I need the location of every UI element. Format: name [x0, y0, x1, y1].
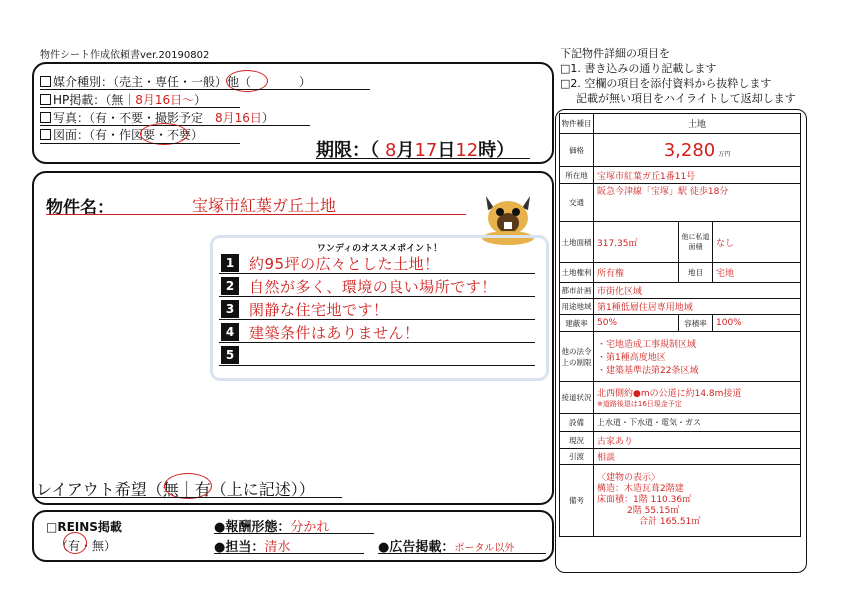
circle-mark-nashi — [164, 473, 212, 499]
point-text: 建築条件はありません！ — [249, 324, 420, 342]
point-row[interactable] — [219, 276, 535, 297]
spec-label: 現況 — [560, 432, 594, 449]
underline — [40, 107, 240, 108]
point-number: 5 — [221, 346, 239, 364]
spec-label: 土地面積 — [560, 222, 594, 263]
spec-value-private-road[interactable]: なし — [713, 222, 801, 263]
spec-label: 接道状況 — [560, 382, 594, 414]
spec-label: 容積率 — [679, 315, 713, 332]
point-number: 3 — [221, 300, 239, 318]
spec-value-category[interactable]: 宅地 — [713, 263, 801, 283]
spec-value-city-plan[interactable]: 市街化区域 — [594, 283, 801, 299]
floorplan-field[interactable]: 図面：（有・作図要・不要） — [40, 126, 203, 143]
spec-value-transport[interactable]: 阪急今津線「宝塚」駅 徒歩18分 — [594, 184, 801, 222]
spec-value-type[interactable]: 土地 — [594, 114, 801, 134]
circle-mark-sakuzu — [140, 123, 188, 145]
spec-value-facility[interactable]: 上水道・下水道・電気・ガス — [594, 414, 801, 432]
point-number: 2 — [221, 277, 239, 295]
spec-label: 備考 — [560, 465, 594, 537]
spec-value-road[interactable]: 北西側約●mの公道に約14.8m接道 ※道路後退は16日現金予定 — [594, 382, 801, 414]
instruction-item-3: 記載が無い項目をハイライトして返却します — [576, 92, 796, 105]
property-name-value[interactable]: 宝塚市紅葉ガ丘土地 — [192, 196, 337, 215]
spec-label: 地目 — [679, 263, 713, 283]
point-number: 1 — [221, 254, 239, 272]
spec-label: 設備 — [560, 414, 594, 432]
spec-value-address[interactable]: 宝塚市紅葉ガ丘1番11号 — [594, 167, 801, 184]
point-row[interactable] — [219, 299, 535, 320]
instruction-title: 下記物件詳細の項目を — [560, 47, 670, 60]
underline — [378, 553, 546, 554]
spec-label: 建蔽率 — [560, 315, 594, 332]
hp-listing-field[interactable]: HP掲載：（無｜8月16日〜） — [40, 91, 206, 108]
spec-label: 物件種目 — [560, 114, 594, 134]
underline — [214, 533, 374, 534]
point-number: 4 — [221, 323, 239, 341]
points-box — [210, 235, 549, 381]
spec-value-remarks[interactable]: 〈建物の表示〉 構造：木造瓦葺2階建 床面積：1階 110.36㎡ 2階 55.15㎡ 合計 165.51㎡ — [594, 465, 801, 537]
underline — [40, 143, 240, 144]
underline — [316, 158, 530, 159]
spec-label: 交通 — [560, 184, 594, 222]
spec-value-rights[interactable]: 所有権 — [594, 263, 679, 283]
spec-label: 価格 — [560, 134, 594, 167]
staff-field[interactable]: ●担当：清水 — [214, 540, 291, 555]
underline — [36, 497, 342, 498]
spec-label: 用途地域 — [560, 299, 594, 315]
spec-label: 他の法令上の制限 — [560, 332, 594, 382]
checkbox-icon[interactable] — [40, 129, 51, 140]
checkbox-icon[interactable] — [40, 112, 51, 123]
point-row[interactable] — [219, 322, 535, 343]
spec-value-other-law[interactable]: ・宅地造成工事規制区域 ・第1種高度地区 ・建築基準法第22条区域 — [594, 332, 801, 382]
point-text: 閑静な住宅地です！ — [249, 301, 389, 319]
point-text: 約95坪の広々とした土地！ — [249, 255, 440, 273]
reins-label[interactable]: □REINS掲載 — [46, 520, 122, 534]
checkbox-icon[interactable] — [40, 94, 51, 105]
instruction-item-1[interactable]: □1. 書き込みの通り記載します — [560, 62, 717, 75]
property-name-label: 物件名： — [46, 198, 114, 218]
points-list — [219, 253, 535, 371]
spec-value-area[interactable]: 317.35㎡ — [594, 222, 679, 263]
point-row[interactable] — [219, 345, 535, 366]
checkbox-icon[interactable] — [40, 76, 51, 87]
point-row[interactable] — [219, 253, 535, 274]
broker-type-field[interactable]: 媒介種別：（売主・専任・一般）他（ ） — [40, 73, 311, 90]
spec-value-far[interactable]: 100% — [713, 315, 801, 332]
reins-options[interactable]: （有・無） — [56, 539, 117, 553]
layout-request-field[interactable]: レイアウト希望（無｜有（上に記述）） — [36, 480, 315, 499]
point-text: 自然が多く、環境の良い場所です！ — [249, 278, 497, 296]
deadline-field[interactable]: 期限：（ 8月17日12時） — [316, 140, 515, 161]
spec-value-zoning[interactable]: 第1種低層住居専用地域 — [594, 299, 801, 315]
commission-field[interactable]: ●報酬形態：分かれ — [214, 520, 330, 535]
spec-value-status[interactable]: 古家あり — [594, 432, 801, 449]
spec-table — [559, 113, 801, 537]
underline — [40, 89, 370, 90]
underline — [214, 553, 364, 554]
circle-mark-ari — [63, 532, 87, 554]
spec-label: 他に私道面積 — [679, 222, 713, 263]
spec-label: 土地権利 — [560, 263, 594, 283]
photo-field[interactable]: 写真：（有・不要・撮影予定 8月16日） — [40, 109, 274, 126]
underline — [46, 214, 466, 215]
spec-label: 都市計画 — [560, 283, 594, 299]
spec-label: 引渡 — [560, 449, 594, 465]
instruction-item-2[interactable]: □2. 空欄の項目を添付資料から抜粋します — [560, 77, 772, 90]
ad-field[interactable]: ●広告掲載：ポータル以外 — [378, 540, 515, 555]
spec-value-handover[interactable]: 相談 — [594, 449, 801, 465]
spec-value-price[interactable]: 3,280 万円 — [594, 134, 801, 167]
spec-value-bcr[interactable]: 50% — [594, 315, 679, 332]
sheet-title: 物件シート作成依頼書ver.20190802 — [40, 50, 210, 61]
points-title: ワンディのオススメポイント！ — [316, 244, 443, 254]
spec-label: 所在地 — [560, 167, 594, 184]
